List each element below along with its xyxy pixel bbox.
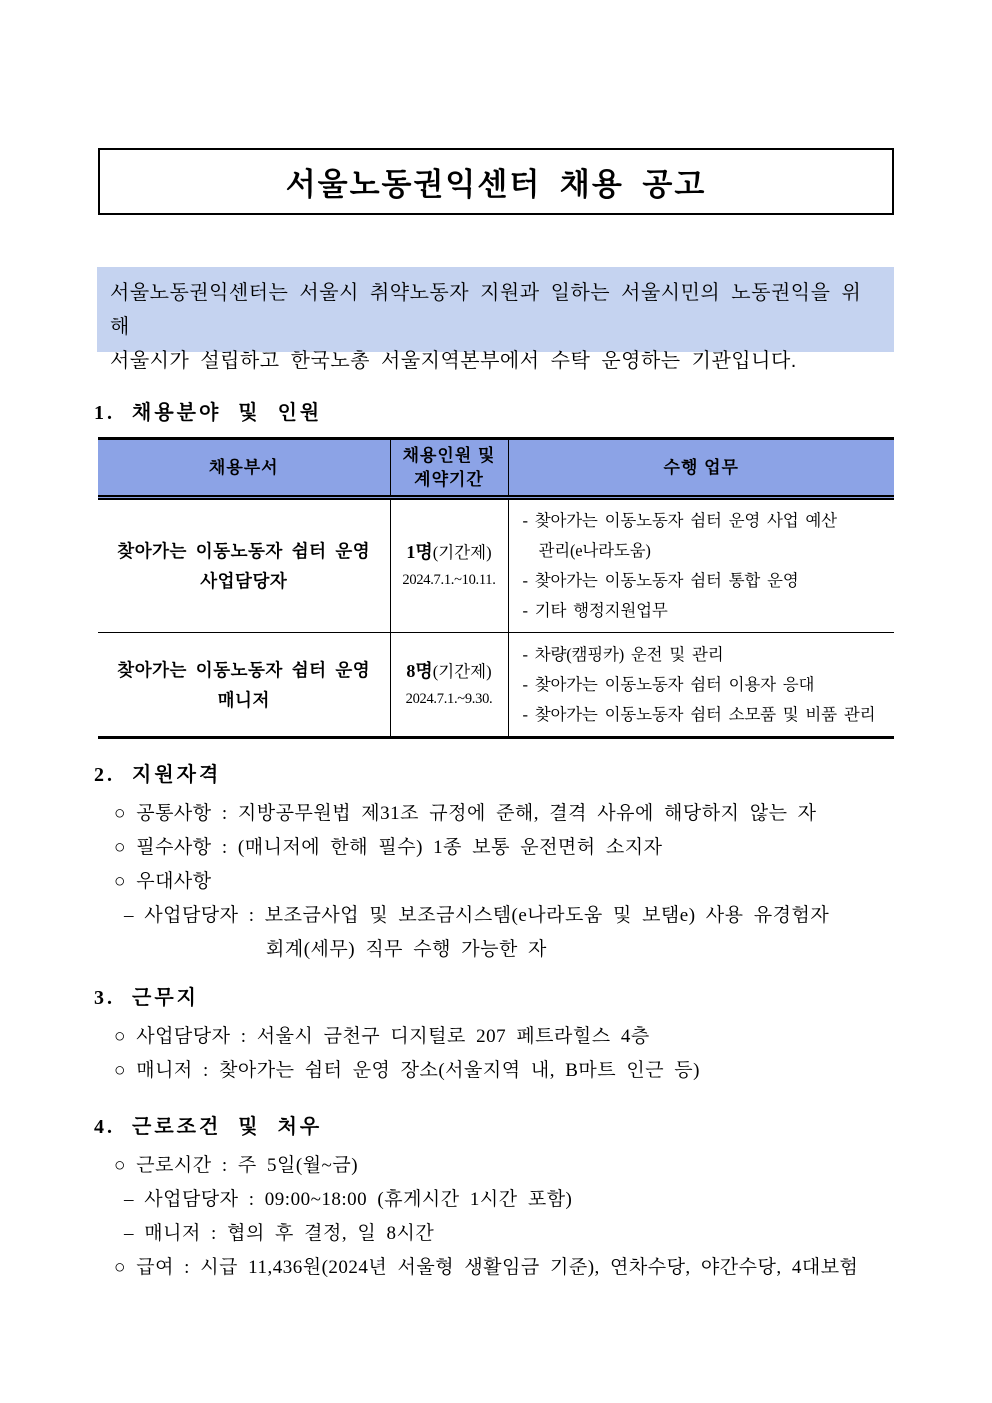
- task-line: 관리(e나라도움): [538, 541, 651, 560]
- headcount-suffix: (기간제): [432, 543, 492, 562]
- list-item: – 매니저 : 협의 후 결정, 일 8시간: [124, 1223, 435, 1244]
- page-title: 서울노동권익센터 채용 공고: [285, 167, 707, 202]
- list-item: ○ 급여 : 시급 11,436원(2024년 서울형 생활임금 기준), 연차수당, 야간수당, 4대보험: [114, 1257, 859, 1278]
- dept-line: 찾아가는 이동노동자 쉼터 운영: [117, 659, 371, 680]
- headcount-value: 1명: [406, 542, 433, 562]
- header-cell-duties: 수행 업무: [508, 439, 894, 498]
- list-item: ○ 공통사항 : 지방공무원법 제31조 규정에 준해, 결격 사유에 해당하지 않는 자: [114, 803, 817, 824]
- headcount-suffix: (기간제): [432, 661, 492, 681]
- dept-line: 사업담당자: [200, 571, 288, 591]
- header-cell-dept: 채용부서: [98, 439, 390, 498]
- task-line: - 찾아가는 이동노동자 쉼터 소모품 및 비품 관리: [522, 704, 876, 724]
- list-item: ○ 근로시간 : 주 5일(월~금): [114, 1155, 359, 1176]
- section-workplace: [94, 981, 900, 1088]
- section-recruitment: [94, 396, 900, 435]
- contract-period: 2024.7.1.~10.11.: [402, 572, 496, 588]
- list-item: ○ 필수사항 : (매니저에 한해 필수) 1종 보통 운전면허 소지자: [114, 837, 663, 858]
- intro-line: 서울노동권익센터는 서울시 취약노동자 지원과 일하는 서울시민의 노동권익을 위해: [110, 282, 862, 338]
- section-heading: 1. 채용분야 및 인원: [94, 402, 323, 424]
- header-cell-headcount: [390, 439, 508, 498]
- section-conditions: [94, 1110, 900, 1285]
- intro-line: 서울시가 설립하고 한국노총 서울지역본부에서 수탁 운영하는 기관입니다.: [110, 350, 797, 372]
- section-heading: 4. 근로조건 및 처우: [94, 1116, 323, 1138]
- list-item: ○ 우대사항: [114, 871, 212, 892]
- table-header-row: [98, 439, 894, 498]
- task-line: - 찾아가는 이동노동자 쉼터 이용자 응대: [522, 674, 815, 694]
- headcount-value: 8명: [406, 660, 433, 681]
- list-item: – 사업담당자 : 09:00~18:00 (휴게시간 1시간 포함): [124, 1189, 573, 1210]
- task-line: - 찾아가는 이동노동자 쉼터 운영 사업 예산: [522, 511, 837, 530]
- duties-cell: [508, 498, 894, 633]
- table-row: [98, 498, 894, 633]
- dept-cell: [98, 498, 390, 633]
- list-item: – 사업담당자 : 보조금사업 및 보조금시스템(e나라도움 및 보탬e) 사용 유경험자: [124, 905, 830, 926]
- task-line: - 차량(캠핑카) 운전 및 관리: [522, 644, 724, 664]
- duties-cell: [508, 633, 894, 738]
- list-item: ○ 매니저 : 찾아가는 쉼터 운영 장소(서울지역 내, B마트 인근 등): [114, 1060, 700, 1081]
- header-cell-headcount-line: 채용인원 및: [402, 445, 496, 465]
- table-row: [98, 633, 894, 738]
- list-item: 회계(세무) 직무 수행 가능한 자: [266, 939, 547, 960]
- title-box: [98, 148, 894, 215]
- header-cell-headcount-line: 계약기간: [414, 469, 484, 489]
- dept-line: 찾아가는 이동노동자 쉼터 운영: [117, 541, 371, 561]
- task-line: - 기타 행정지원업무: [522, 601, 668, 620]
- headcount-cell: [390, 498, 508, 633]
- list-item: ○ 사업담당자 : 서울시 금천구 디지털로 207 페트라힐스 4층: [114, 1026, 650, 1047]
- dept-line: 매니저: [217, 689, 270, 710]
- dept-cell: [98, 633, 390, 738]
- section-qualifications: [94, 758, 900, 967]
- section-heading: 2. 지원자격: [94, 764, 222, 786]
- recruitment-table-wrap: [98, 437, 894, 739]
- contract-period: 2024.7.1.~9.30.: [405, 690, 493, 707]
- headcount-cell: [390, 633, 508, 738]
- section-heading: 3. 근무지: [94, 987, 199, 1009]
- recruitment-table: [98, 437, 894, 739]
- intro-banner: [97, 267, 894, 372]
- task-line: - 찾아가는 이동노동자 쉼터 통합 운영: [522, 571, 799, 590]
